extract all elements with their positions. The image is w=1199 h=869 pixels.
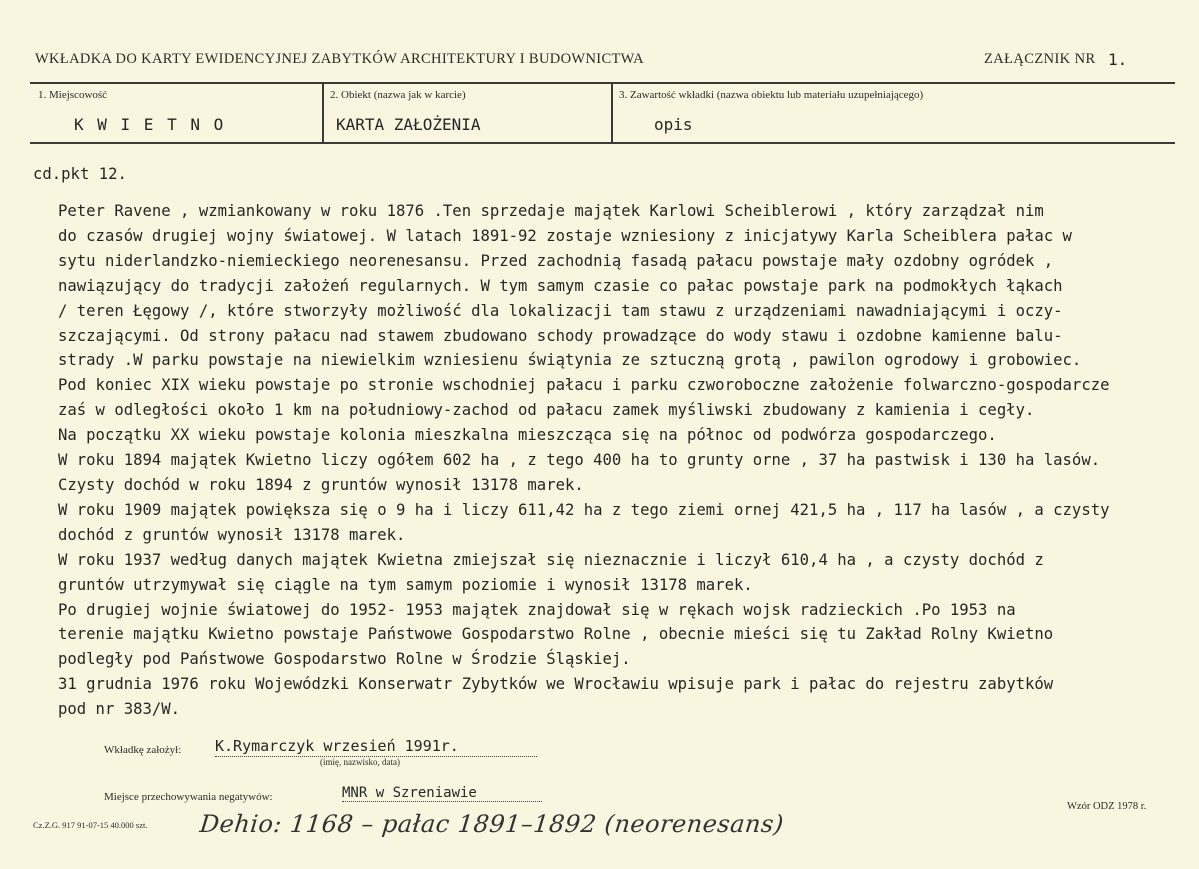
header-rule-top bbox=[30, 82, 1175, 84]
text-line: gruntów utrzymywał się ciągle na tym samym poziomie i wynosił 13178 marek. bbox=[58, 575, 753, 594]
annex-number: 1. bbox=[1108, 50, 1128, 69]
handwritten-note: Dehio: 1168 – pałac 1891–1892 (neorenesans) bbox=[198, 810, 786, 838]
text-line: W roku 1894 majątek Kwietno liczy ogółem 602 ha , z tego 400 ha to grunty orne , 37 ha pastwisk i 130 ha lasów. bbox=[58, 451, 1101, 470]
field-object-label: 2. Obiekt (nazwa jak w karcie) bbox=[330, 89, 466, 101]
text-line: 31 grudnia 1976 roku Wojewódzki Konserwatr Zybytków we Wrocławiu wpisuje park i pałac do rejestru zabytków bbox=[58, 675, 1054, 694]
negatives-value: MNR w Szreniawie bbox=[342, 785, 542, 802]
text-line: sytu niderlandzko-niemieckiego neorenesansu. Przed zachodnią fasadą pałacu powstaje mały ozdobny ogródek , bbox=[58, 251, 1054, 270]
annex-label: ZAŁĄCZNIK NR bbox=[984, 51, 1096, 67]
field-divider-1 bbox=[322, 82, 324, 143]
text-line: Peter Ravene , wzmiankowany w roku 1876 .Ten sprzedaje majątek Karlowi Scheiblerowi , który zarządzał nim bbox=[58, 202, 1044, 220]
description-text bbox=[58, 199, 1109, 722]
text-line: nawiązujący do tradycji założeń regularnych. W tym samym czasie co pałac powstaje park na podmokłych łąkach bbox=[58, 276, 1063, 295]
field-divider-2 bbox=[611, 82, 613, 143]
form-title: WKŁADKA DO KARTY EWIDENCYJNEJ ZABYTKÓW ARCHITEKTURY I BUDOWNICTWA bbox=[35, 51, 644, 67]
print-code: Cz.Z.G. 917 91-07-15 40.000 szt. bbox=[33, 820, 148, 830]
field-object-value: KARTA ZAŁOŻENIA bbox=[336, 115, 481, 134]
text-line: Pod koniec XIX wieku powstaje po stronie wschodniej pałacu i parku czworoboczne założenie folwarczno-gospodarcze bbox=[58, 376, 1110, 395]
text-line: pod nr 383/W. bbox=[58, 700, 181, 719]
text-line: W roku 1937 według danych majątek Kwietna zmiejszał się nieznacznie i liczył 610,4 ha , a czysty dochód z bbox=[58, 550, 1044, 569]
author-value: K.Rymarczyk wrzesień 1991r. bbox=[215, 737, 537, 757]
field-location-value: K W I E T N O bbox=[74, 115, 226, 134]
author-hint: (imię, nazwisko, data) bbox=[320, 757, 400, 767]
author-label: Wkładkę założył: bbox=[104, 744, 182, 756]
text-line: Na początku XX wieku powstaje kolonia mieszkalna mieszcząca się na północ od podwórza gospodarczego. bbox=[58, 426, 997, 445]
text-line: Czysty dochód w roku 1894 z gruntów wynosił 13178 marek. bbox=[58, 475, 584, 494]
field-location-label: 1. Miejscowość bbox=[38, 89, 108, 101]
text-line: / teren Łęgowy /, które stworzyły możliwość dla lokalizacji tam stawu z urządzeniami nawadniającymi i oczy- bbox=[58, 301, 1063, 320]
text-line: terenie majątku Kwietno powstaje Państwowe Gospodarstwo Rolne , obecnie mieści się tu Zakład Rolny Kwietno bbox=[58, 625, 1054, 644]
text-line: dochód z gruntów wynosił 13178 marek. bbox=[58, 525, 406, 544]
continuation-note: cd.pkt 12. bbox=[33, 165, 127, 183]
text-line: podległy pod Państwowe Gospodarstwo Rolne w Środzie Śląskiej. bbox=[58, 650, 631, 669]
text-line: zaś w odległości około 1 km na południowy-zachod od pałacu zamek myśliwski zbudowany z kamienia i cegły. bbox=[58, 401, 1035, 420]
text-line: W roku 1909 majątek powiększa się o 9 ha i liczy 611,42 ha z tego ziemi ornej 421,5 ha , 117 ha lasów , a czysty bbox=[58, 500, 1110, 519]
field-contents-value: opis bbox=[654, 115, 693, 134]
header-rule-bottom bbox=[30, 142, 1175, 144]
text-line: do czasów drugiej wojny światowej. W latach 1891-92 zostaje wzniesiony z inicjatywy Karla Scheiblera pałac w bbox=[58, 226, 1072, 245]
form-model: Wzór ODZ 1978 r. bbox=[1067, 801, 1147, 812]
field-contents-label: 3. Zawartość wkładki (nazwa obiektu lub materiału uzupełniającego) bbox=[619, 89, 924, 101]
negatives-label: Miejsce przechowywania negatywów: bbox=[104, 791, 273, 803]
text-line: Po drugiej wojnie światowej do 1952- 1953 majątek znajdował się w rękach wojsk radzieckich .Po 1953 na bbox=[58, 600, 1016, 619]
text-line: strady .W parku powstaje na niewielkim wzniesienu świątynia ze sztuczną grotą , pawilon ogrodowy i grobowiec. bbox=[58, 351, 1082, 370]
text-line: szczającymi. Od strony pałacu nad stawem zbudowano schody prowadzące do wody stawu i ozdobne kamienne balu- bbox=[58, 326, 1063, 345]
